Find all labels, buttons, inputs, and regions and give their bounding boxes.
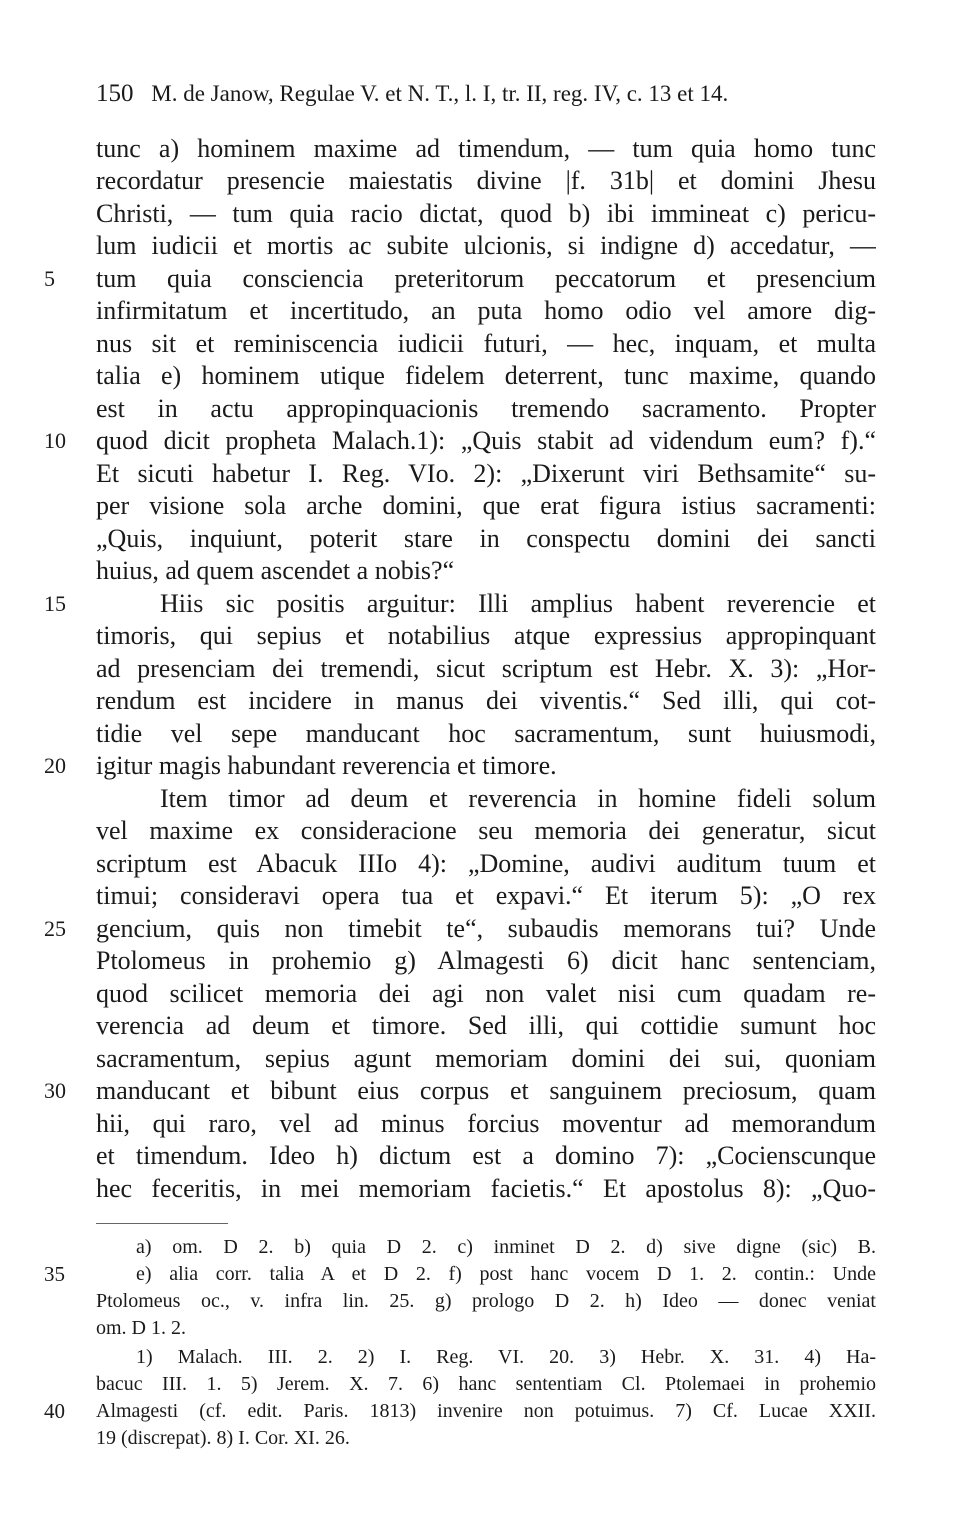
body-line: Ptolomeus in prohemio g) Almagesti 6) dicit hanc sentenciam,: [96, 946, 876, 975]
body-line: rendum est incidere in manus dei viventis.“ Sed illi, qui cot-: [96, 686, 876, 715]
body-line: infirmitatum et incertitudo, an puta homo odio vel amore dig-: [96, 296, 876, 325]
body-line: timui; consideravi opera tua et expavi.“ Et iterum 5): „O rex: [96, 881, 876, 910]
body-line: tunc a) hominem maxime ad timendum, — tum quia homo tunc: [96, 134, 876, 163]
body-line: scriptum est Abacuk IIIo 4): „Domine, audivi auditum tuum et: [96, 849, 876, 878]
footnote-line: Almagesti (cf. edit. Paris. 1813) invenire non potuimus. 7) Cf. Lucae XXII.: [96, 1400, 876, 1422]
body-line: Hiis sic positis arguitur: Illi amplius habent reverencie et: [160, 589, 876, 618]
body-line: per visione sola arche domini, que erat figura istius sacramenti:: [96, 491, 876, 520]
footnote-line: 19 (discrepat). 8) I. Cor. XI. 26.: [96, 1427, 350, 1449]
body-line: „Quis, inquiunt, poterit stare in conspectu domini dei sancti: [96, 524, 876, 553]
body-line: ad presenciam dei tremendi, sicut scriptum est Hebr. X. 3): „Hor-: [96, 654, 876, 683]
line-number: 20: [44, 753, 66, 778]
body-line: vel maxime ex consideracione seu memoria dei generatur, sicut: [96, 816, 876, 845]
body-line: Et sicuti habetur I. Reg. VIo. 2): „Dixerunt viri Bethsamite“ su-: [96, 459, 876, 488]
page-header: [96, 80, 728, 108]
body-line: gencium, quis non timebit te“, subaudis memorans tui? Unde: [96, 914, 876, 943]
body-line: nus sit et reminiscencia iudicii futuri, — hec, inquam, et multa: [96, 329, 876, 358]
footnote-line: a) om. D 2. b) quia D 2. c) inminet D 2. d) sive digne (sic) B.: [136, 1236, 876, 1258]
body-line: manducant et bibunt eius corpus et sanguinem preciosum, quam: [96, 1076, 876, 1105]
body-line: timoris, qui sepius et notabilius atque expressius appropinquant: [96, 621, 876, 650]
footnote-line: om. D 1. 2.: [96, 1317, 186, 1339]
body-line: hii, qui raro, vel ad minus forcius moventur ad memorandum: [96, 1109, 876, 1138]
body-line: quod scilicet memoria dei agi non valet nisi cum quadam re-: [96, 979, 876, 1008]
body-line: tum quia consciencia preteritorum peccatorum et presencium: [96, 264, 876, 293]
line-number: 30: [44, 1078, 66, 1103]
body-line: hec feceritis, in mei memoriam facietis.“ Et apostolus 8): „Quo-: [96, 1174, 876, 1203]
footnote-line: Ptolomeus oc., v. infra lin. 25. g) prologo D 2. h) Ideo — donec veniat: [96, 1290, 876, 1312]
line-number: 10: [44, 428, 66, 453]
body-line: Item timor ad deum et reverencia in homine fideli solum: [160, 784, 876, 813]
body-line: et timendum. Ideo h) dictum est a domino 7): „Cocienscunque: [96, 1141, 876, 1170]
body-line: quod dicit propheta Malach.1): „Quis stabit ad videndum eum? f).“: [96, 426, 876, 455]
line-number: 25: [44, 916, 66, 941]
line-number: 35: [44, 1262, 65, 1286]
footnote-line: e) alia corr. talia A et D 2. f) post hanc vocem D 1. 2. contin.: Unde: [136, 1263, 876, 1285]
body-line: sacramentum, sepius agunt memoriam domini dei sui, quoniam: [96, 1044, 876, 1073]
body-line: huius, ad quem ascendet a nobis?“: [96, 556, 455, 585]
body-line: Christi, — tum quia racio dictat, quod b) ibi immineat c) pericu-: [96, 199, 876, 228]
footnote-line: bacuc III. 1. 5) Jerem. X. 7. 6) hanc sententiam Cl. Ptolemaei in prohemio: [96, 1373, 876, 1395]
body-line: tidie vel sepe manducant hoc sacramentum, sunt huiusmodi,: [96, 719, 876, 748]
line-number: 15: [44, 591, 66, 616]
line-number: 40: [44, 1399, 65, 1423]
body-line: talia e) hominem utique fidelem deterrent, tunc maxime, quando: [96, 361, 876, 390]
line-number: 5: [44, 266, 55, 291]
body-line: recordatur presencie maiestatis divine |f. 31b| et domini Jhesu: [96, 166, 876, 195]
running-title: M. de Janow, Regulae V. et N. T., l. I, tr. II, reg. IV, c. 13 et 14.: [151, 81, 729, 106]
footnote-separator: [96, 1223, 228, 1224]
body-line: igitur magis habundant reverencia et timore.: [96, 751, 557, 780]
body-line: verencia ad deum et timore. Sed illi, qui cottidie sumunt hoc: [96, 1011, 876, 1040]
page-number: 150: [96, 80, 134, 107]
body-line: est in actu appropinquacionis tremendo sacramento. Propter: [96, 394, 876, 423]
footnote-line: 1) Malach. III. 2. 2) I. Reg. VI. 20. 3) Hebr. X. 31. 4) Ha-: [136, 1346, 876, 1368]
body-line: lum iudicii et mortis ac subite ulcionis, si indigne d) accedatur, —: [96, 231, 876, 260]
